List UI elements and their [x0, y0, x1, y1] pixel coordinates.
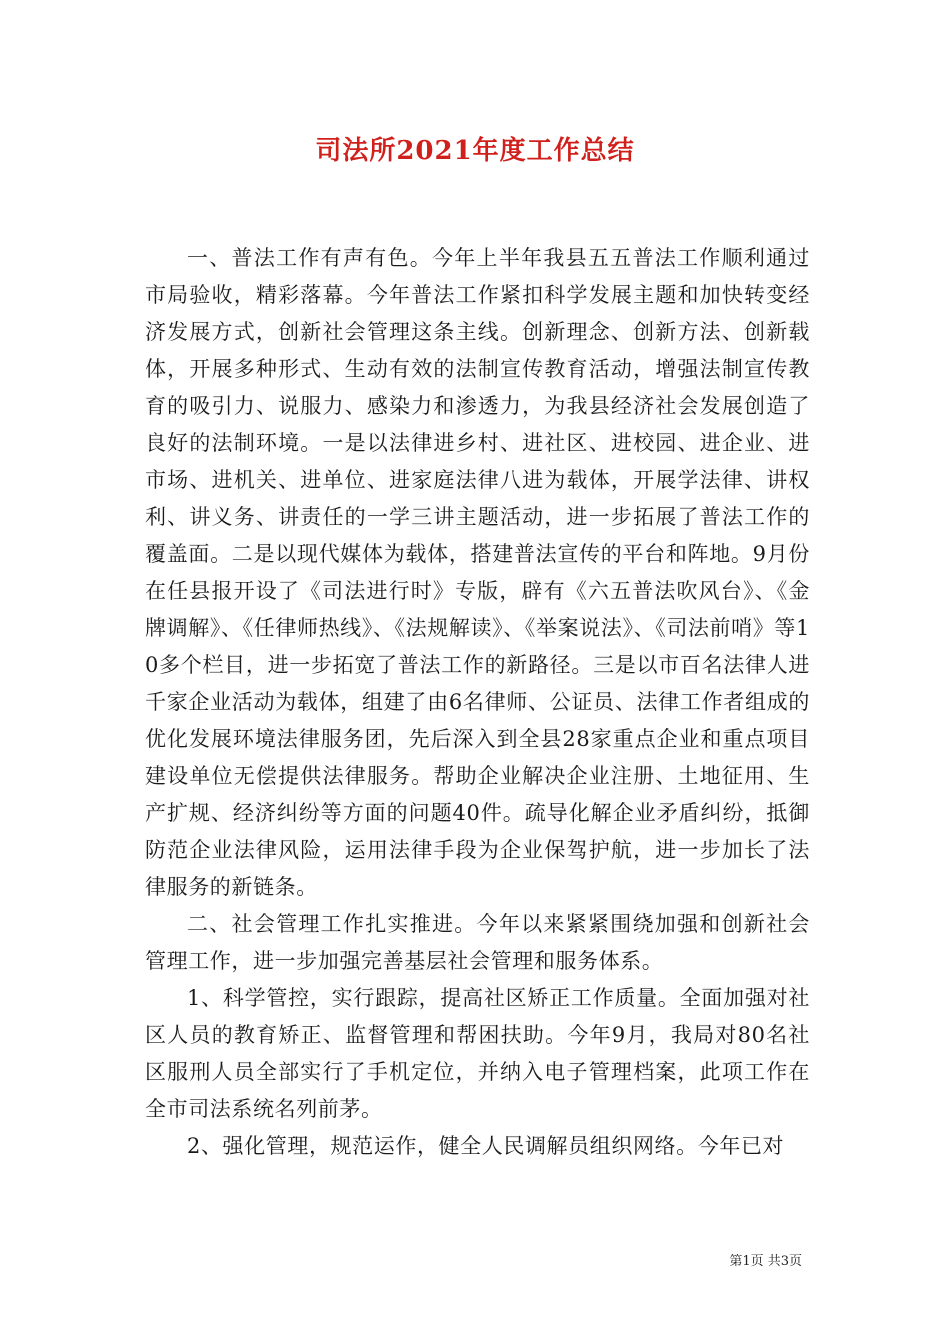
paragraph-mediation-network: 2、强化管理，规范运作，健全人民调解员组织网络。今年已对 — [187, 1134, 785, 1158]
document-body — [145, 240, 810, 1165]
page-number: 第1页 共3页 — [729, 1254, 802, 1269]
paragraph-social-management: 二、社会管理工作扎实推进。今年以来紧紧围绕加强和创新社会管理工作，进一步加强完善基层社会管理和服务体系。 — [145, 912, 810, 973]
paragraph-community-correction: 1、科学管控，实行跟踪，提高社区矫正工作质量。全面加强对社区人员的教育矫正、监督管理和帮困扶助。今年9月，我局对80名社区服刑人员全部实行了手机定位，并纳入电子管理档案，此项工作在全市司法系统名列前茅。 — [145, 986, 810, 1121]
page-title: 司法所2021年度工作总结 — [315, 136, 635, 166]
paragraph-law-publicity: 一、普法工作有声有色。今年上半年我县五五普法工作顺利通过市局验收，精彩落幕。今年普法工作紧扣科学发展主题和加快转变经济发展方式，创新社会管理这条主线。创新理念、创新方法、创新载体，开展多种形式、生动有效的法制宣传教育活动，增强法制宣传教育的吸引力、说服力、感染力和渗透力，为我县经济社会发展创造了良好的法制环境。一是以法律进乡村、进社区、进校园、进企业、进市场、进机关、进单位、进家庭法律八进为载体，开展学法律、讲权利、讲义务、讲责任的一学三讲主题活动，进一步拓展了普法工作的覆盖面。二是以现代媒体为载体，搭建普法宣传的平台和阵地。9月份在任县报开设了《司法进行时》专版，辟有《六五普法吹风台》、《金牌调解》、《任律师热线》、《法规解读》、《举案说法》、《司法前哨》等10多个栏目，进一步拓宽了普法工作的新路径。三是以市百名法律人进千家企业活动为载体，组建了由6名律师、公证员、法律工作者组成的优化发展环境法律服务团，先后深入到全县28家重点企业和重点项目建设单位无偿提供法律服务。帮助企业解决企业注册、土地征用、生产扩规、经济纠纷等方面的问题40件。疏导化解企业矛盾纠纷，抵御防范企业法律风险，运用法律手段为企业保驾护航，进一步加长了法律服务的新链条。 — [145, 246, 810, 899]
